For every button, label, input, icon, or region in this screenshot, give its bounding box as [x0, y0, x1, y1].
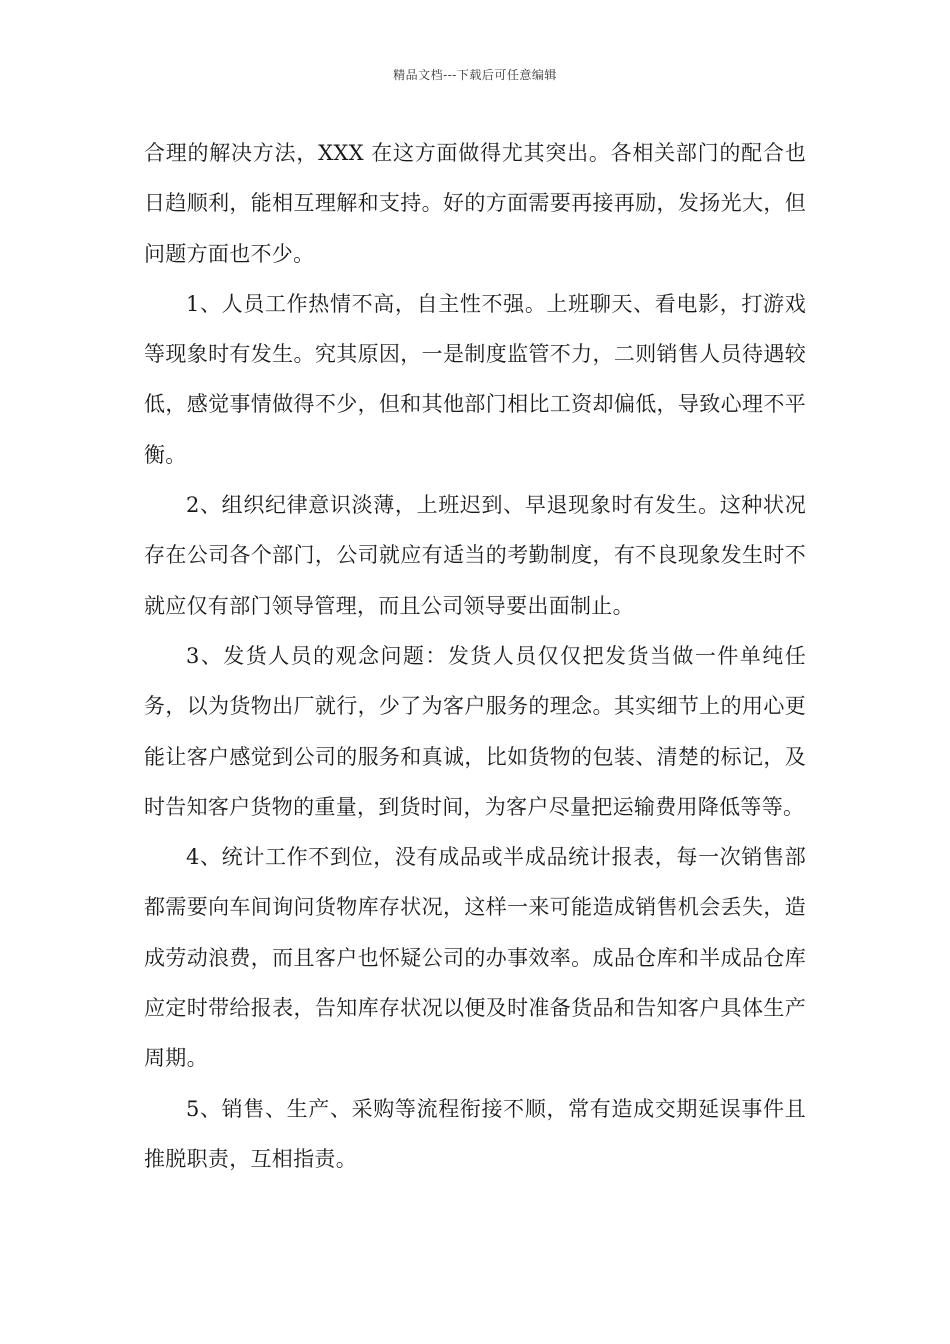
paragraph-continuation: 合理的解决方法，XXX 在这方面做得尤其突出。各相关部门的配合也日趋顺利，能相互理解和支持。好的方面需要再接再励，发扬光大，但问题方面也不少。: [144, 141, 806, 266]
paragraph-item-4: 4、统计工作不到位，没有成品或半成品统计报表，每一次销售部都需要向车间询问货物库存状况，这样一来可能造成销售机会丢失，造成劳动浪费，而且客户也怀疑公司的办事效率。成品仓库和半成品仓库应定时带给报表，告知库存状况以便及时准备货品和告知客户具体生产周期。: [144, 845, 806, 1071]
paragraph-item-3: 3、发货人员的观念问题：发货人员仅仅把发货当做一件单纯任务，以为货物出厂就行，少了为客户服务的理念。其实细节上的用心更能让客户感觉到公司的服务和真诚，比如货物的包装、清楚的标记，及时告知客户货物的重量，到货时间，为客户尽量把运输费用降低等等。: [144, 643, 806, 819]
page-header: 精品文档---下载后可任意编辑: [393, 68, 557, 82]
document-body: [144, 128, 806, 1184]
paragraph-item-5: 5、销售、生产、采购等流程衔接不顺，常有造成交期延误事件且推脱职责，互相指责。: [144, 1096, 806, 1171]
paragraph-item-2: 2、组织纪律意识淡薄，上班迟到、早退现象时有发生。这种状况存在公司各个部门，公司就应有适当的考勤制度，有不良现象发生时不就应仅有部门领导管理，而且公司领导要出面制止。: [144, 493, 806, 618]
paragraph-item-1: 1、人员工作热情不高，自主性不强。上班聊天、看电影，打游戏等现象时有发生。究其原因，一是制度监管不力，二则销售人员待遇较低，感觉事情做得不少，但和其他部门相比工资却偏低，导致心理不平衡。: [144, 291, 806, 467]
